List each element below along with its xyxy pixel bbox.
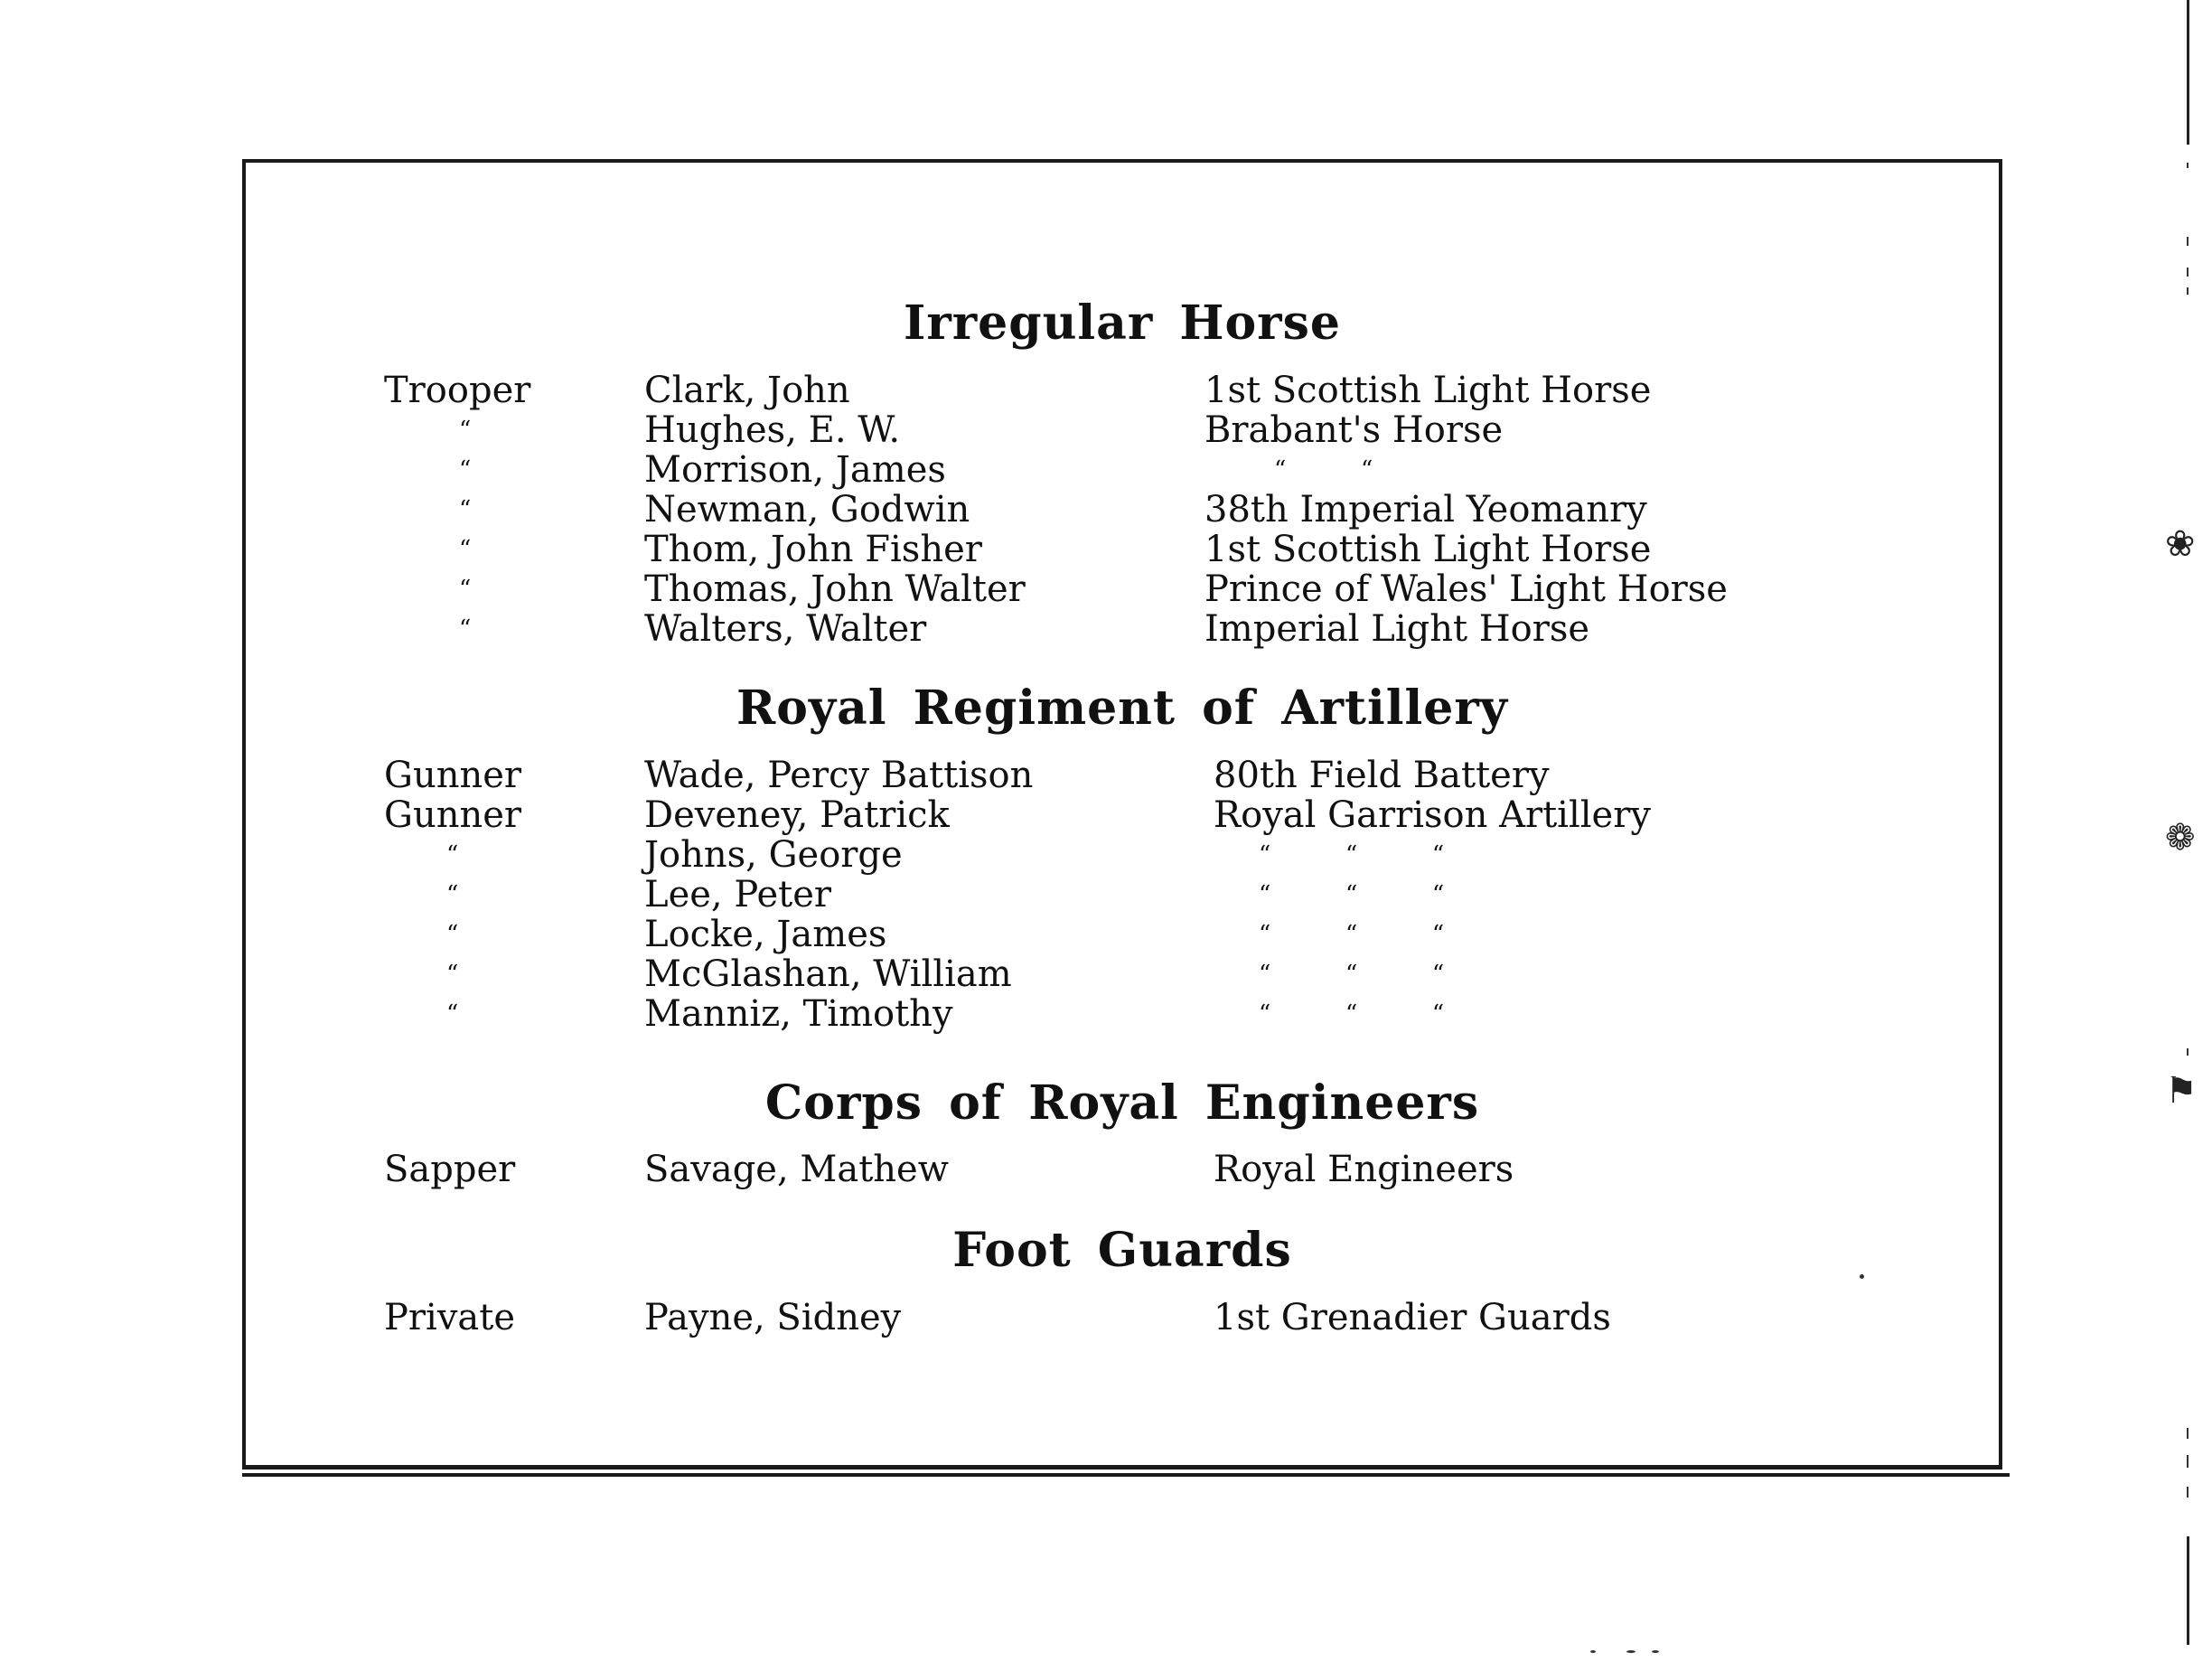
binding-edge-mark [2187, 1048, 2189, 1056]
name: Savage, Mathew [644, 1149, 949, 1190]
name: Newman, Godwin [644, 489, 970, 531]
unit: 1st Scottish Light Horse [1204, 370, 1652, 411]
section-title-irregular-horse: Irregular Horse [904, 296, 1341, 351]
rank-ditto: “ [446, 881, 459, 908]
unit-ditto: “ “ “ [1259, 841, 1445, 869]
binding-hole-mark: ❀ [2165, 523, 2196, 565]
roster-row [0, 915, 2212, 954]
roster-row [0, 994, 2212, 1034]
roster-row [0, 530, 2212, 569]
rank-ditto: “ [459, 496, 472, 523]
roster-row [0, 609, 2212, 649]
roster-row [0, 490, 2212, 530]
binding-edge-mark [2187, 237, 2189, 246]
name: Payne, Sidney [644, 1297, 902, 1338]
rank-ditto: “ [459, 615, 472, 643]
unit: 1st Grenadier Guards [1214, 1297, 1611, 1338]
rank: Gunner [384, 794, 522, 836]
name: Manniz, Timothy [644, 993, 953, 1035]
roster-row [0, 1298, 2212, 1338]
binding-edge-mark [2187, 1487, 2189, 1498]
binding-hole-mark: ⚑ [2165, 1070, 2198, 1112]
rank: Private [384, 1297, 516, 1338]
roster-row [0, 569, 2212, 609]
rank-ditto: “ [459, 417, 472, 444]
binding-edge-mark [2187, 163, 2189, 168]
name: Thomas, John Walter [644, 568, 1026, 610]
rank-ditto: “ [446, 1000, 459, 1028]
unit: Royal Engineers [1214, 1149, 1514, 1190]
name: Hughes, E. W. [644, 409, 901, 451]
binding-hole-mark: ❁ [2165, 817, 2196, 859]
unit: Imperial Light Horse [1204, 608, 1590, 650]
binding-edge-mark [2187, 1455, 2189, 1468]
roster-row [0, 756, 2212, 795]
rank: Trooper [384, 370, 531, 411]
binding-edge-mark [2187, 1428, 2189, 1439]
roster-row [0, 450, 2212, 490]
name: Johns, George [644, 834, 903, 876]
section-title-royal-artillery: Royal Regiment of Artillery [736, 681, 1508, 736]
unit-ditto: “ “ “ [1259, 921, 1445, 948]
name: Clark, John [644, 370, 850, 411]
page-border-shadow [242, 1473, 2010, 1477]
name: McGlashan, William [644, 953, 1012, 995]
unit-ditto: “ “ “ [1259, 881, 1445, 908]
scan-speck [1590, 1650, 1596, 1653]
unit-ditto: “ “ [1274, 456, 1373, 484]
roster-row [0, 835, 2212, 875]
name: Thom, John Fisher [644, 529, 982, 570]
unit: 80th Field Battery [1214, 755, 1550, 796]
roster-row [0, 875, 2212, 915]
roster-row [0, 410, 2212, 450]
rank-ditto: “ [446, 961, 459, 988]
section-title-royal-engineers: Corps of Royal Engineers [764, 1075, 1480, 1131]
unit: Royal Garrison Artillery [1214, 794, 1651, 836]
unit-ditto: “ “ “ [1259, 1000, 1445, 1028]
name: Morrison, James [644, 449, 946, 491]
unit: Brabant's Horse [1204, 409, 1504, 451]
binding-edge-rule [2187, 0, 2189, 145]
binding-edge-mark [2187, 268, 2189, 277]
name: Lee, Peter [644, 874, 831, 916]
scan-speck [1652, 1650, 1659, 1653]
roster-row [0, 795, 2212, 835]
rank: Sapper [384, 1149, 516, 1190]
name: Wade, Percy Battison [644, 755, 1034, 796]
unit: Prince of Wales' Light Horse [1204, 568, 1728, 610]
roster-row [0, 371, 2212, 410]
unit: 1st Scottish Light Horse [1204, 529, 1652, 570]
section-title-foot-guards: Foot Guards [952, 1223, 1292, 1278]
rank-ditto: “ [446, 921, 459, 948]
name: Locke, James [644, 914, 887, 955]
scan-speck [1860, 1274, 1864, 1279]
rank: Gunner [384, 755, 522, 796]
binding-edge-rule [2187, 1536, 2189, 1645]
rank-ditto: “ [459, 576, 472, 603]
name: Walters, Walter [644, 608, 927, 650]
unit-ditto: “ “ “ [1259, 961, 1445, 988]
rank-ditto: “ [459, 456, 472, 484]
roster-row [0, 1150, 2212, 1189]
rank-ditto: “ [459, 536, 472, 563]
scan-speck [1626, 1650, 1636, 1653]
rank-ditto: “ [446, 841, 459, 869]
name: Deveney, Patrick [644, 794, 950, 836]
roster-row [0, 954, 2212, 994]
unit: 38th Imperial Yeomanry [1204, 489, 1647, 531]
binding-edge-mark [2187, 287, 2189, 295]
